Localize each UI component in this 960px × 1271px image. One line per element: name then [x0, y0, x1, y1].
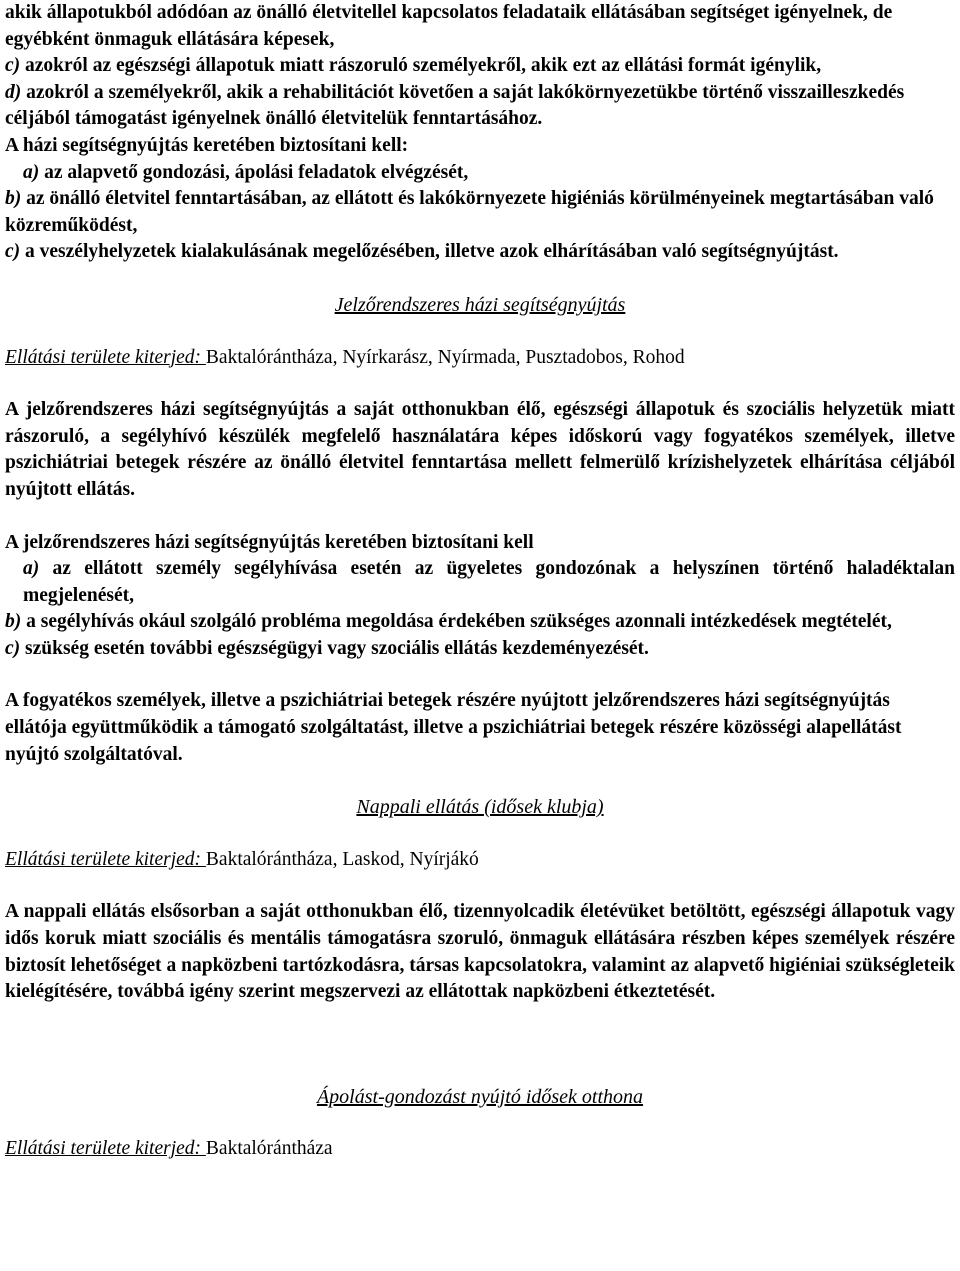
item-text: azokról a személyekről, akik a rehabilitációt követően a saját lakókörnyezetükbe történő visszailleszkedés céljából támogatást igényelnek önálló életvitelük fenntartásához.: [5, 81, 905, 130]
spacer: [5, 873, 955, 899]
service-area: [5, 847, 955, 874]
day-care-section: [5, 794, 955, 1006]
spacer: [5, 768, 955, 794]
spacer: [5, 1006, 955, 1032]
intro-paragraph: akik állapotukból adódóan az önálló életvitellel kapcsolatos feladataik ellátásában segítséget igényelnek, de egyébként önmaguk ellátására képesek,: [5, 2, 893, 50]
task-item-a: [5, 556, 955, 609]
item-label: a): [23, 558, 40, 580]
task-item-c: [5, 636, 955, 663]
spacer: [5, 371, 955, 397]
signal-care-section: [5, 292, 955, 768]
item-label: d): [5, 81, 22, 103]
eligibility-item-c: [5, 53, 955, 80]
tasks-title: A házi segítségnyújtás keretében biztosítani kell:: [5, 134, 409, 156]
spacer: [5, 266, 955, 292]
item-label: b): [5, 611, 22, 633]
service-description: A nappali ellátás elsősorban a saját otthonukban élő, tizennyolcadik életévüket betöltött, egészségi állapotuk vagy idős koruk miatt szociális és mentális támogatásra szoruló, önmaguk ellátására részben képes személyek részére biztosít lehetőséget a napközbeni tartózkodásra, társas kapcsolatokra, valamint az alapvető higiéniai szükségleteik kielégítésére, továbbá igény szerint megszervezi az ellátottak napközbeni étkeztetését.: [5, 901, 955, 1003]
item-label: a): [23, 161, 40, 183]
tasks-title: A jelzőrendszeres házi segítségnyújtás keretében biztosítani kell: [5, 531, 534, 553]
cooperation-paragraph: A fogyatékos személyek, illetve a pszichiátriai betegek részére nyújtott jelzőrendszeres házi segítségnyújtás ellátója együttműködik a támogató szolgáltatást, illetve a pszichiátriai betegek részére közösségi alapellátást nyújtó szolgáltatóval.: [5, 690, 902, 765]
item-text: a segélyhívás okául szolgáló probléma megoldása érdekében szükséges azonnali intézkedések megtételét,: [21, 611, 892, 633]
item-label: c): [5, 637, 21, 659]
service-area-label: Ellátási területe kiterjed:: [5, 848, 206, 870]
spacer: [5, 821, 955, 847]
nursing-home-section: [5, 1084, 955, 1163]
item-text: szükség esetén további egészségügyi vagy szociális ellátás kezdeményezését.: [20, 637, 649, 659]
service-area-label: Ellátási területe kiterjed:: [5, 346, 206, 368]
spacer: [5, 1032, 955, 1058]
item-label: c): [5, 55, 21, 77]
item-label: b): [5, 188, 22, 210]
spacer: [5, 662, 955, 688]
section-heading: Nappali ellátás (idősek klubja): [356, 796, 604, 819]
spacer: [5, 1110, 955, 1136]
service-area-value: Baktalórántháza, Laskod, Nyírjákó: [205, 848, 479, 870]
service-area-label: Ellátási területe kiterjed:: [5, 1138, 206, 1160]
item-text: azokról az egészségi állapotuk miatt rászoruló személyekről, akik ezt az ellátási formát igénylik,: [20, 55, 822, 77]
spacer: [5, 319, 955, 345]
document-page: [5, 0, 955, 1163]
home-care-section: [5, 0, 955, 266]
service-area-value: Baktalórántháza, Nyírkarász, Nyírmada, Pusztadobos, Rohod: [205, 346, 685, 368]
spacer: [5, 504, 955, 530]
service-area: [5, 345, 955, 372]
task-item-b: [5, 186, 955, 239]
task-item-b: [5, 609, 955, 636]
item-text: az önálló életvitel fenntartásában, az ellátott és lakókörnyezete higiéniás körülményeinek megtartásában való közreműködést,: [5, 188, 934, 236]
section-heading: Jelzőrendszeres házi segítségnyújtás: [334, 293, 626, 316]
item-label: c): [5, 241, 21, 263]
service-description: A jelzőrendszeres házi segítségnyújtás a saját otthonukban élő, egészségi állapotuk és szociális helyzetük miatt rászoruló, a segélyhívó készülék megfelelő használatára képes időskorú vagy fogyatékos személyek, illetve pszichiátriai betegek részére az önálló életvitel fenntartása mellett felmerülő krízishelyzetek elhárítása céljából nyújtott ellátás.: [5, 399, 955, 500]
eligibility-item-d: [5, 80, 955, 133]
item-text: az alapvető gondozási, ápolási feladatok elvégzését,: [39, 161, 469, 183]
service-area: [5, 1136, 955, 1163]
service-area-value: Baktalórántháza: [205, 1138, 333, 1160]
item-text: a veszélyhelyzetek kialakulásának megelőzésében, illetve azok elhárításában való segítségnyújtást.: [20, 241, 839, 263]
item-text: az ellátott személy segélyhívása esetén az ügyeletes gondozónak a helyszínen történő haladéktalan megjelenését,: [23, 558, 955, 606]
spacer: [5, 1058, 955, 1084]
task-item-a: [5, 160, 955, 187]
task-item-c: [5, 239, 955, 266]
section-heading: Ápolást-gondozást nyújtó idősek otthona: [316, 1085, 644, 1108]
